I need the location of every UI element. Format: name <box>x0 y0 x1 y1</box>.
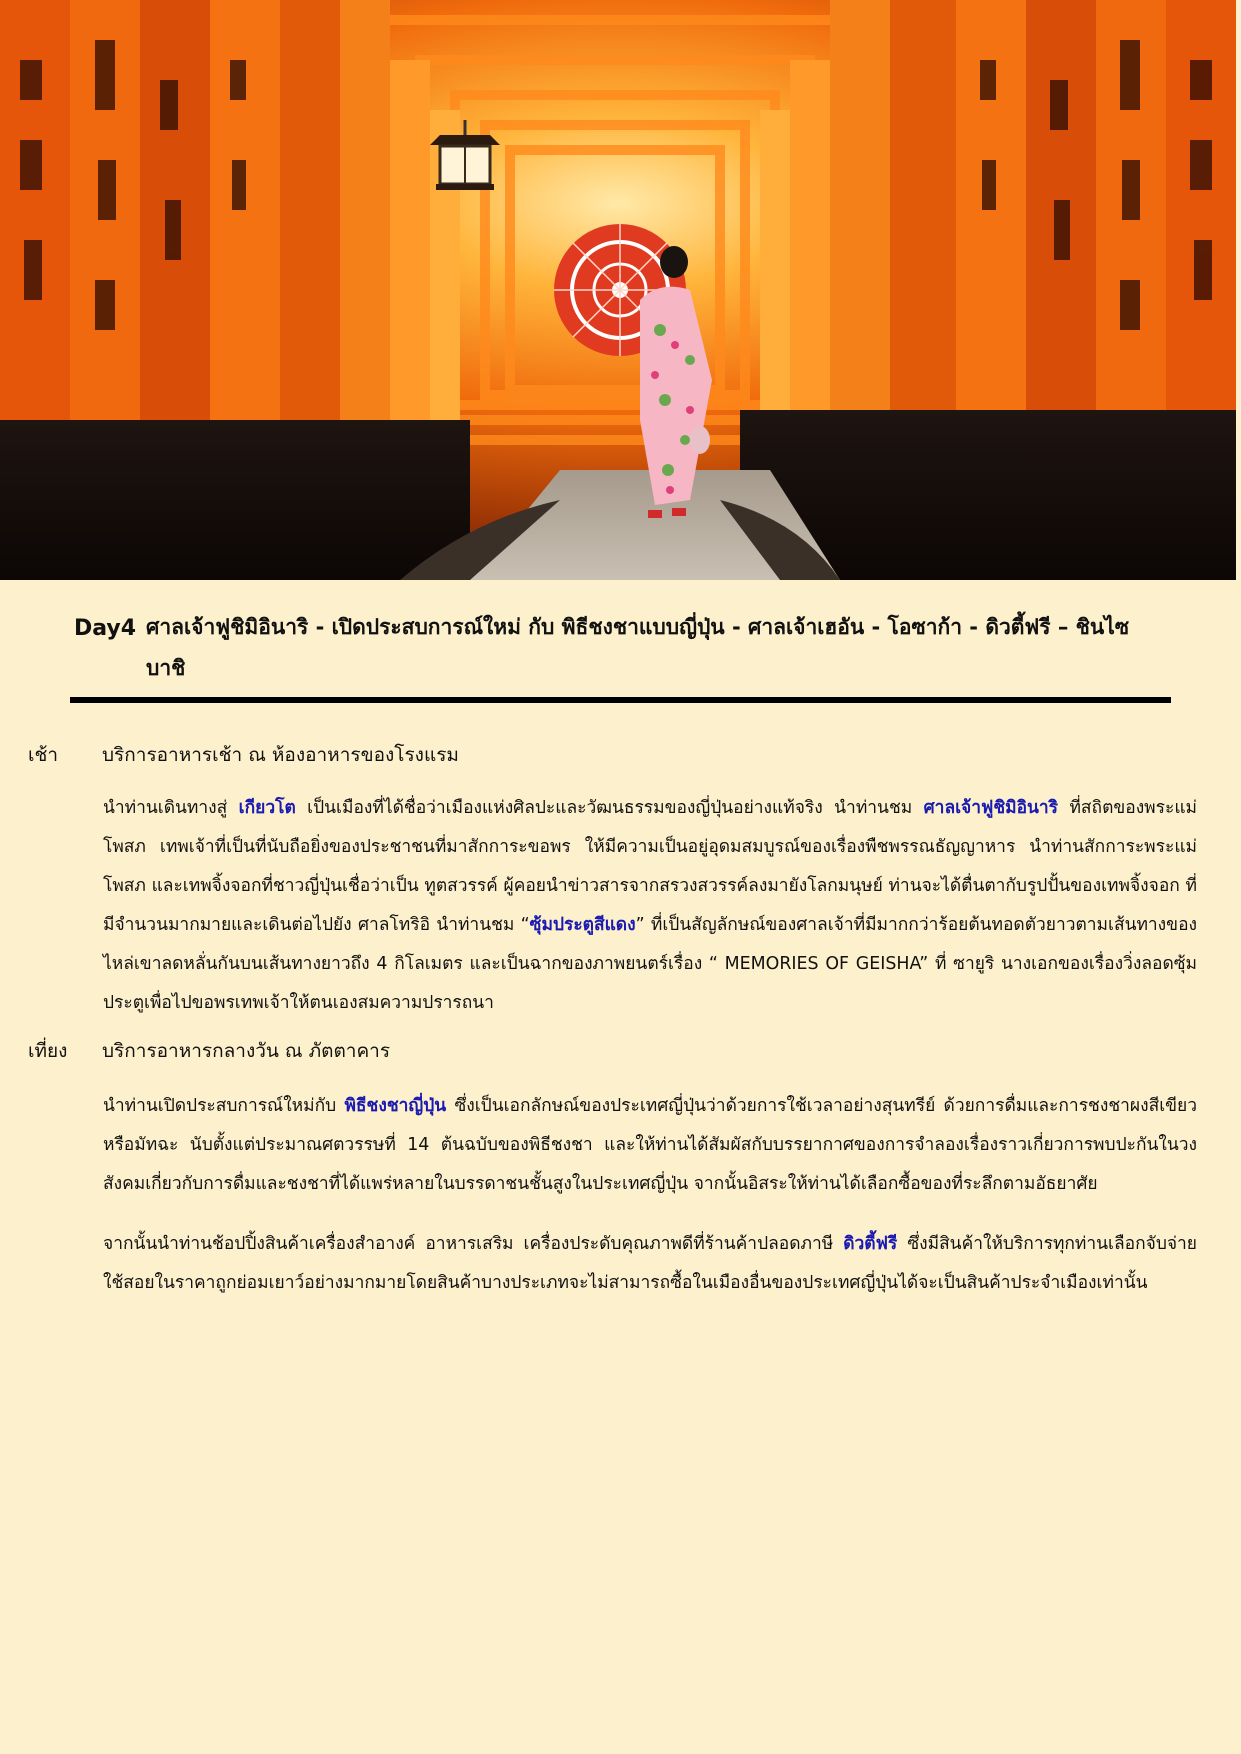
para-text: ที่สถิตของพระแม่โพสภ เทพเจ้าที่เป็นที่นับถือยิ่งของประชาชนที่มาสักการะขอพร ให้มีความเป็นอยู่อุดมสมบูรณ์ของเรื่องพืชพรรณธัญญาหาร นำท่านสักการะพระแม่โพสภ และเทพจิ้งจอกที่ชาวญี่ปุ่นเชื่อว่าเป็น ทูตสวรรค์ ผู้คอยนำข่าวสารจากสรวงสวรรค์ลงมายังโลกมนุษย์ ท่านจะได้ตื่นตากับรูปปั้นของเทพจิ้งจอก ที่มีจำนวนมากมายและเดินต่อไปยัง ศาลโทริอิ นำท่านชม “ <box>103 798 1198 935</box>
day-label: Day4 <box>74 616 137 641</box>
highlight-red-gates: ซุ้มประตูสีแดง <box>529 915 636 935</box>
para-text: ” ที่เป็นสัญลักษณ์ของศาลเจ้าที่มีมากกว่าร้อยต้นทอดตัวยาวตามเส้นทางของไหล่เขาลดหลั่นกันบนเส้นทางยาวถึง 4 กิโลเมตร และเป็นฉากของภาพยนตร์เรื่อง “ MEMORIES OF GEISHA” ที่ ซายูริ นางเอกของเรื่องวิ่งลอดซุ้มประตูเพื่อไปขอพรเทพเจ้าให้ตนเองสมความปรารถนา <box>103 915 1198 1013</box>
header-divider <box>70 697 1171 703</box>
tea-ceremony-paragraph <box>103 1087 1197 1204</box>
para-text: นำท่านเดินทางสู่ <box>103 798 239 818</box>
para-text: จากนั้นนำท่านช้อปปิ้งสินค้าเครื่องสำอางค์ อาหารเสริม เครื่องประดับคุณภาพดีที่ร้านค้าปลอดภาษี <box>103 1234 844 1254</box>
day-title: ศาลเจ้าฟูชิมิอินาริ - เปิดประสบการณ์ใหม่ กับ พิธีชงชาแบบญี่ปุ่น - ศาลเจ้าเฮอัน - โอซาก้า - ดิวตี้ฟรี – ชินไซบาชิ <box>146 615 1130 680</box>
lunch-text: บริการอาหารกลางวัน ณ ภัตตาคาร <box>102 1040 391 1062</box>
lunch-time: เที่ยง <box>28 1040 68 1062</box>
highlight-kyoto: เกียวโต <box>238 798 296 818</box>
highlight-duty-free: ดิวตี้ฟรี <box>843 1234 898 1254</box>
highlight-tea-ceremony: พิธีชงชาญี่ปุ่น <box>344 1096 447 1116</box>
breakfast-text: บริการอาหารเช้า ณ ห้องอาหารของโรงแรม <box>102 744 459 766</box>
hero-photo <box>0 0 1236 580</box>
breakfast-time: เช้า <box>28 744 59 766</box>
para-text: เป็นเมืองที่ได้ชื่อว่าเมืองแห่งศิลปะและวัฒนธรรมของญี่ปุ่นอย่างแท้จริง นำท่านชม <box>295 798 924 818</box>
para-text: ซึ่งมีสินค้าให้บริการทุกท่านเลือกจับจ่ายใช้สอยในราคาถูกย่อมเยาว์อย่างมากมายโดยสินค้าบางประเภทจะไม่สามารถซื้อในเมืองอื่นของประเทศญี่ปุ่นได้จะเป็นสินค้าประจำเมืองเท่านั้น <box>103 1234 1198 1293</box>
kyoto-paragraph <box>103 789 1197 1023</box>
highlight-fushimi-inari: ศาลเจ้าฟูชิมิอินาริ <box>923 798 1059 818</box>
para-text: ซึ่งเป็นเอกลักษณ์ของประเทศญี่ปุ่นว่าด้วยการใช้เวลาอย่างสุนทรีย์ ด้วยการดื่มและการชงชาผงสีเขียวหรือมัทฉะ นับตั้งแต่ประมาณศตวรรษที่ 14 ต้นฉบับของพิธีชงชา และให้ท่านได้สัมผัสกับบรรยากาศของการจำลองเรื่องราวเกี่ยวการพบปะกันในวงสังคมเกี่ยวกับการดื่มและชงชาที่ได้แพร่หลายในบรรดาชนชั้นสูงในประเทศญี่ปุ่น จากนั้นอิสระให้ท่านได้เลือกซื้อของที่ระลึกตามอัธยาศัย <box>103 1096 1197 1194</box>
para-text: นำท่านเปิดประสบการณ์ใหม่กับ <box>103 1096 345 1116</box>
torii-gates-kimono-photo-icon <box>0 0 1236 580</box>
duty-free-paragraph <box>103 1225 1197 1303</box>
